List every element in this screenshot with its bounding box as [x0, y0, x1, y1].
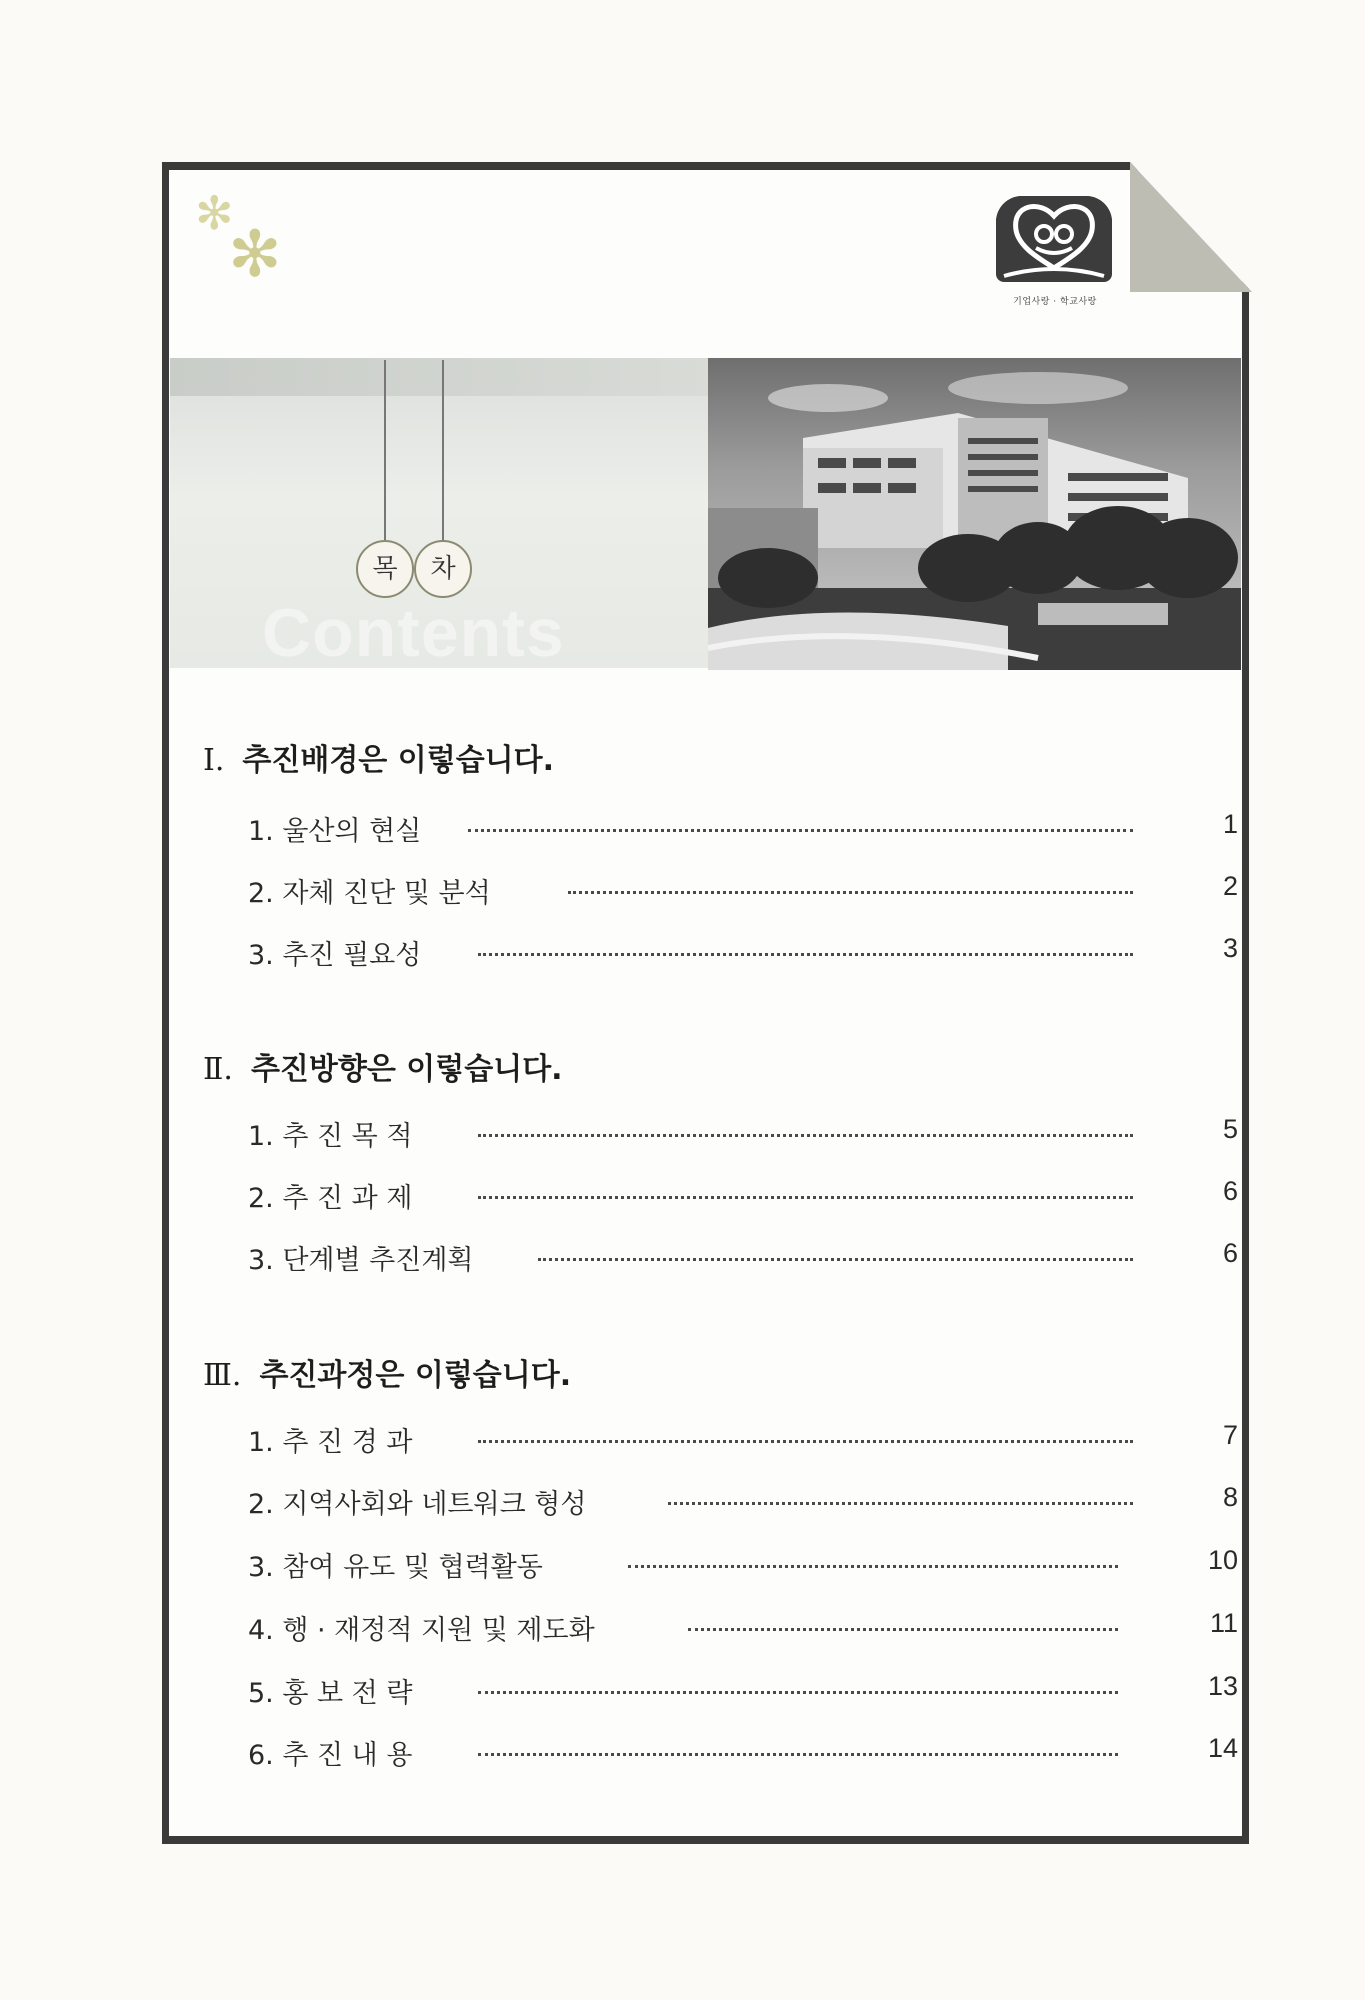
- toc-entry[interactable]: [248, 871, 1238, 911]
- toc-page-number: 8: [1222, 1482, 1238, 1512]
- toc-page-number: 14: [1207, 1733, 1238, 1763]
- toc-entry[interactable]: [248, 1238, 1238, 1278]
- section-title: [203, 1044, 563, 1088]
- dot-leader: [478, 1134, 1133, 1137]
- toc-entry[interactable]: [248, 1608, 1238, 1648]
- toc-page-number: 6: [1222, 1176, 1238, 1206]
- section-number: Ⅲ.: [203, 1358, 242, 1393]
- section-number: Ⅱ.: [203, 1052, 233, 1087]
- toc-entry[interactable]: [248, 1671, 1238, 1711]
- toc-entry[interactable]: [248, 1482, 1238, 1522]
- section-title-text: 추진배경은 이렇습니다.: [242, 743, 555, 778]
- toc-entry[interactable]: [248, 1545, 1238, 1585]
- toc-page-number: 3: [1222, 933, 1238, 963]
- toc-entry-label: 2. 자체 진단 및 분석: [248, 871, 501, 910]
- section-title-text: 추진방향은 이렇습니다.: [250, 1052, 563, 1087]
- section-number: Ⅰ.: [203, 743, 225, 778]
- toc-entry-label: 3. 추진 필요성: [248, 933, 431, 972]
- sparkle-icon: ✻: [195, 186, 234, 240]
- toc-entry-label: 3. 단계별 추진계획: [248, 1238, 484, 1277]
- toc-page-number: 2: [1222, 871, 1238, 901]
- toc-entry-label: 2. 추 진 과 제: [248, 1176, 422, 1215]
- toc-entry-label: 1. 추 진 경 과: [248, 1420, 422, 1459]
- toc-entry-label: 3. 참여 유도 및 협력활동: [248, 1545, 553, 1584]
- dot-leader: [568, 891, 1133, 894]
- toc-entry-label: 2. 지역사회와 네트워크 형성: [248, 1482, 596, 1521]
- dot-leader: [478, 1196, 1133, 1199]
- dot-leader: [538, 1258, 1133, 1261]
- dot-leader: [478, 1440, 1133, 1443]
- dot-leader: [478, 1691, 1118, 1694]
- contents-banner-word: Contents: [262, 595, 565, 671]
- toc-page-number: 10: [1207, 1545, 1238, 1575]
- toc-page-number: 1: [1222, 809, 1238, 839]
- dot-leader: [668, 1502, 1133, 1505]
- title-circle-cha: 차: [414, 540, 472, 598]
- toc-entry[interactable]: [248, 1114, 1238, 1154]
- dot-leader: [628, 1565, 1118, 1568]
- sparkle-icon: ✻: [228, 218, 282, 292]
- dot-leader: [478, 953, 1133, 956]
- toc-entry[interactable]: [248, 809, 1238, 849]
- toc-page-number: 6: [1222, 1238, 1238, 1268]
- toc-page-number: 11: [1209, 1608, 1238, 1638]
- dot-leader: [468, 829, 1133, 832]
- dot-leader: [688, 1628, 1118, 1631]
- toc-page-number: 13: [1207, 1671, 1238, 1701]
- toc-page-number: 7: [1222, 1420, 1238, 1450]
- toc-entry-label: 1. 추 진 목 적: [248, 1114, 422, 1153]
- toc-entry-label: 5. 홍 보 전 략: [248, 1671, 422, 1710]
- title-circle-mok: 목: [356, 540, 414, 598]
- toc-entry[interactable]: [248, 1176, 1238, 1216]
- toc-page-number: 5: [1222, 1114, 1238, 1144]
- toc-entry-label: 6. 추 진 내 용: [248, 1733, 422, 1772]
- toc-entry[interactable]: [248, 1420, 1238, 1460]
- toc-entry-label: 1. 울산의 현실: [248, 809, 431, 848]
- logo-caption: 기업사랑 · 학교사랑: [1013, 297, 1097, 307]
- toc-entry-label: 4. 행 · 재정적 지원 및 제도화: [248, 1608, 605, 1647]
- section-title: [203, 735, 554, 779]
- toc-entry[interactable]: [248, 1733, 1238, 1773]
- section-title: [203, 1350, 571, 1394]
- dot-leader: [478, 1753, 1118, 1756]
- section-title-text: 추진과정은 이렇습니다.: [259, 1358, 572, 1393]
- toc-entry[interactable]: [248, 933, 1238, 973]
